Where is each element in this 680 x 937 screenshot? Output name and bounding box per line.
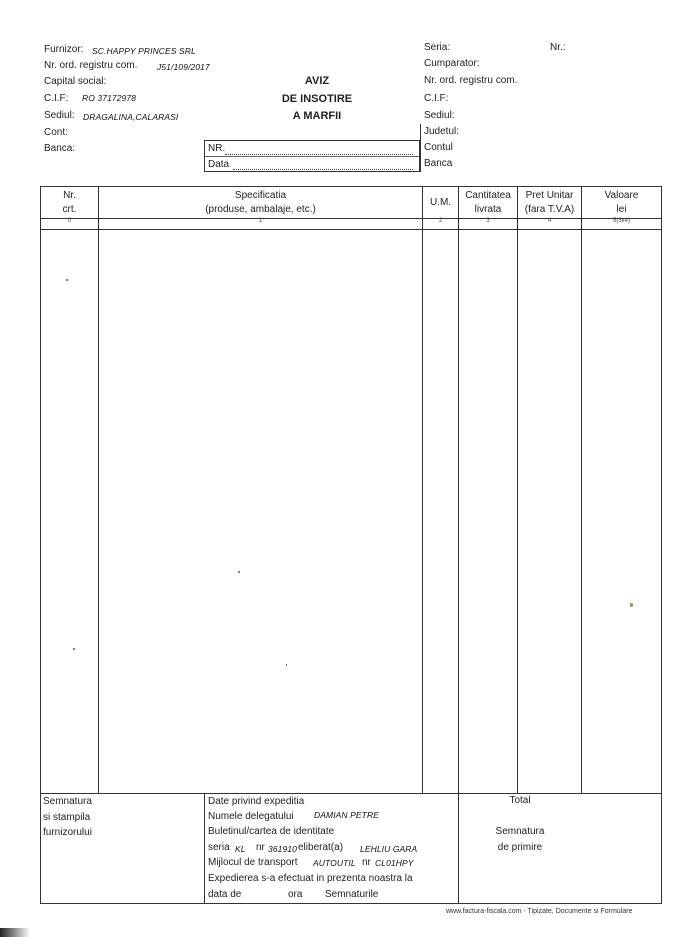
doc-nr-label: NR.	[208, 143, 226, 154]
sediu-label: Sediul:	[44, 110, 75, 121]
cont-label: Cont:	[44, 127, 68, 138]
col-header-nr-line2: crt.	[62, 204, 77, 215]
id-seria-label: seria	[208, 842, 230, 853]
scan-speck	[630, 603, 633, 607]
buyer-registru-label: Nr. ord. registru com.	[424, 75, 518, 86]
buyer-sediu-label: Sediul:	[424, 110, 455, 121]
col-header-val-line2: lei	[616, 204, 627, 215]
id-nr-label: nr	[256, 842, 265, 853]
col-header-pret-line1: Pret Unitar	[525, 190, 574, 201]
footer-bottom-border	[40, 903, 662, 904]
col-num-1: 1	[258, 218, 263, 224]
cif-label: C.I.F:	[44, 93, 69, 104]
transport-label: Mijlocul de transport	[208, 857, 298, 868]
doc-ref-box	[204, 140, 420, 172]
nr-label: Nr.:	[550, 42, 566, 53]
footer-sep-1	[204, 793, 205, 904]
eliberat-label: eliberat(a)	[298, 842, 344, 853]
transport-value: AUTOUTIL	[313, 858, 356, 868]
title-line2: DE INSOTIRE	[281, 93, 353, 105]
expedierea-line: Expedierea s-a efectuat in prezenta noastra la	[208, 873, 413, 884]
col-sep-5	[581, 186, 582, 794]
doc-ref-divider	[205, 156, 419, 157]
col-header-um	[423, 196, 458, 210]
semnaturile-label: Semnaturile	[325, 889, 379, 900]
col-header-pret-line2: (fara T.V.A)	[524, 204, 575, 215]
furnizor-label: Furnizor:	[44, 44, 84, 55]
col-sep-2	[422, 186, 423, 794]
col-header-um-line1: U.M.	[429, 197, 452, 208]
buyer-cif-label: C.I.F:	[424, 93, 449, 104]
sediu-value: DRAGALINA,CALARASI	[83, 112, 179, 122]
doc-data-label: Data	[208, 159, 230, 170]
col-sep-4	[517, 186, 518, 794]
footer-right-border	[661, 793, 662, 904]
signature-line2: si stampila	[43, 812, 91, 823]
transport-nr-value: CL01HPY	[375, 858, 414, 868]
col-header-val-line1: Valoare	[604, 190, 639, 201]
signature-line1: Semnatura	[43, 796, 92, 807]
col-header-spec-line1: Specificatia	[234, 190, 287, 201]
table-top-border	[40, 186, 662, 187]
id-nr-value: 361910	[268, 844, 297, 854]
eliberat-value: LEHLIU GARA	[360, 844, 418, 854]
registru-label: Nr. ord. registru com.	[44, 60, 138, 71]
banca-label: Banca:	[44, 143, 76, 154]
col-header-valoare	[582, 189, 661, 217]
cumparator-label: Cumparator:	[424, 58, 480, 69]
scan-edge-shadow	[0, 928, 30, 937]
col-header-nr-line1: Nr.	[63, 190, 76, 201]
receipt-signature-line2: de primire	[497, 842, 543, 853]
total-label: Total	[509, 795, 531, 806]
registru-value: J51/109/2017	[157, 62, 210, 72]
table-colnum-bottom	[40, 229, 662, 230]
delegat-value: DAMIAN PETRE	[314, 810, 379, 820]
col-header-cant-line1: Cantitatea	[465, 190, 511, 201]
col-num-4: 4	[547, 218, 552, 224]
buyer-contul-label: Contul	[424, 142, 453, 153]
capital-label: Capital social:	[44, 76, 107, 87]
delegat-label: Numele delegatului	[208, 811, 294, 822]
col-num-3: 3	[486, 218, 490, 224]
buletin-label: Buletinul/cartea de identitate	[208, 826, 335, 837]
transport-nr-label: nr	[362, 857, 371, 868]
table-right-border	[661, 186, 662, 794]
seria-label: Seria:	[424, 42, 451, 53]
expedition-title: Date privind expeditia	[208, 796, 305, 807]
table-left-border	[40, 186, 41, 794]
title-line3: A MARFII	[292, 110, 342, 122]
col-header-specificatia	[99, 189, 422, 217]
col-header-pret	[518, 189, 581, 217]
col-sep-1	[98, 186, 99, 794]
buyer-left-rule	[420, 124, 421, 172]
col-sep-3	[458, 186, 459, 794]
scan-speck	[286, 664, 287, 666]
doc-nr-dots	[225, 154, 413, 155]
data-de-label: data de	[208, 889, 242, 900]
scan-speck	[73, 648, 75, 650]
credit-line: www.factura-fiscala.com - Tipizate, Documente si Formulare	[446, 908, 633, 915]
col-num-0: 0	[67, 218, 72, 224]
footer-left-border	[40, 793, 41, 904]
doc-data-dots	[233, 169, 413, 170]
receipt-signature-line1: Semnatura	[495, 826, 545, 837]
scan-speck	[66, 279, 68, 281]
col-num-5: 5(3x4)	[612, 218, 630, 224]
title-line1: AVIZ	[304, 75, 330, 87]
col-num-2: 2	[438, 218, 443, 224]
cif-value: RO 37172978	[82, 93, 137, 103]
buyer-judet-label: Judetul:	[424, 126, 460, 137]
id-seria-value: KL	[235, 844, 246, 854]
col-header-cant-line2: livrata	[474, 204, 502, 215]
buyer-banca-label: Banca	[424, 158, 453, 169]
scan-speck	[238, 571, 240, 573]
col-header-cantitatea	[459, 189, 517, 217]
col-header-nr	[41, 189, 98, 217]
furnizor-value: SC.HAPPY PRINCES SRL	[92, 46, 196, 56]
col-header-spec-line2: (produse, ambalaje, etc.)	[205, 204, 316, 215]
table-body-bottom	[40, 793, 662, 794]
signature-line3: furnizorului	[43, 827, 92, 838]
ora-label: ora	[288, 889, 303, 900]
